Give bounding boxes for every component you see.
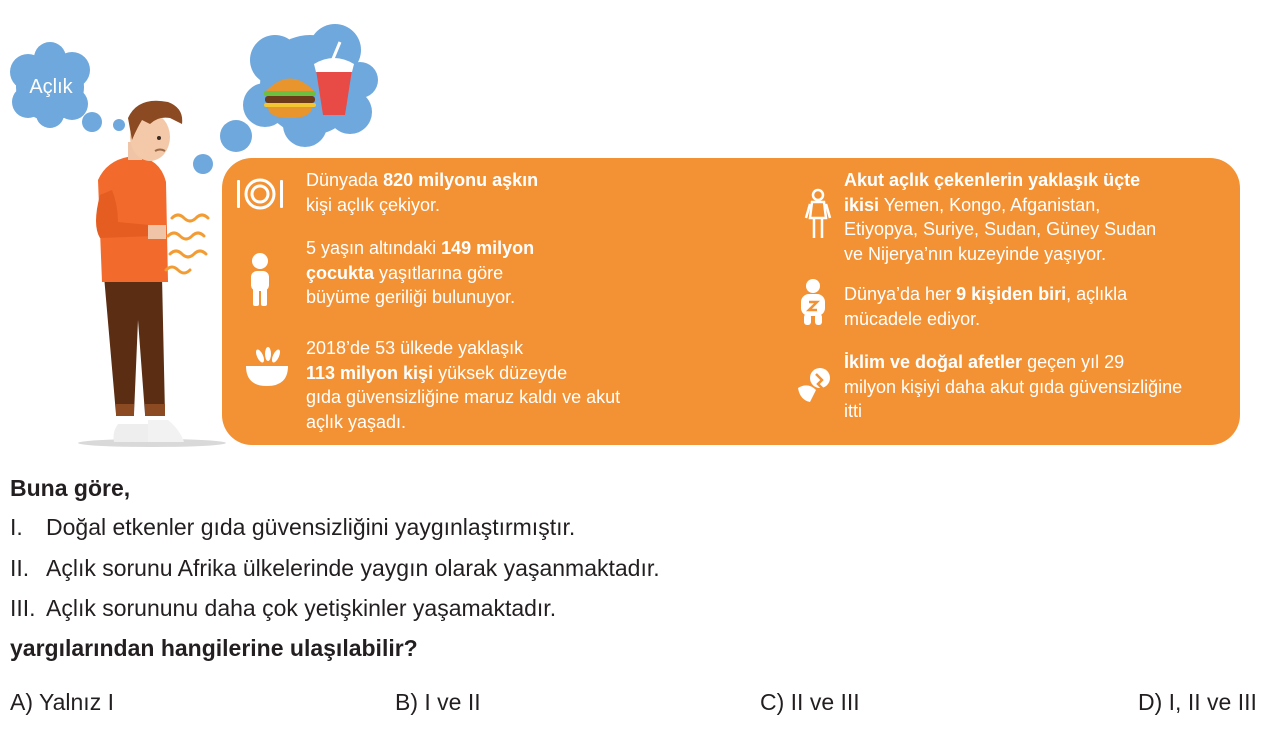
statement-text: Doğal etkenler gıda güvensizliğini yaygınlaştırmıştır. <box>46 514 576 540</box>
fact-right-3: İklim ve doğal afetler geçen yıl 29 milyon kişiyi daha akut gıda güvensizliğine itti <box>844 352 1183 421</box>
info-panel <box>222 158 1240 445</box>
option-letter: A) <box>10 689 33 715</box>
option-text: Yalnız I <box>38 689 114 715</box>
plate-cutlery-icon <box>234 176 286 212</box>
statement-3 <box>10 595 556 622</box>
fact-right-1: Akut açlık çekenlerin yaklaşık üçte ikisi Yemen, Kongo, Afganistan, Etiyopya, Suriye, Sudan, Güney Sudan ve Nijerya’nın kuzeyinde yaşıyor. <box>844 170 1157 264</box>
question-intro: Buna göre, <box>10 475 131 501</box>
statement-2 <box>10 555 660 582</box>
statement-text: Açlık sorununu daha çok yetişkinler yaşamaktadır. <box>46 595 557 621</box>
option-b[interactable] <box>395 689 481 716</box>
fact-highlight: Akut açlık çekenlerin yaklaşık üçte <box>844 170 1141 190</box>
fact-highlight: 820 milyonu aşkın <box>383 170 539 190</box>
child-icon <box>248 252 272 308</box>
fact-highlight: çocukta <box>306 262 375 283</box>
option-letter: B) <box>395 689 418 715</box>
statement-number: II. <box>10 555 30 581</box>
disaster-icon <box>794 366 834 406</box>
fact-right-2: Dünya’da her 9 kişiden biri, açlıkla mücadele ediyor. <box>844 284 1128 329</box>
fact-left-3: 2018’de 53 ülkede yaklaşık 113 milyon kişi yüksek düzeyde gıda güvensizliğine maruz kaldı ve akut açlık yaşadı. <box>306 338 621 432</box>
option-letter: C) <box>760 689 785 715</box>
thought-bubble-hunger <box>10 42 125 132</box>
thin-person-icon <box>804 188 832 240</box>
statement-text: Açlık sorunu Afrika ülkelerinde yaygın olarak yaşanmaktadır. <box>46 555 660 581</box>
option-text: I ve II <box>424 689 481 715</box>
fact-highlight: İklim ve doğal afetler <box>844 352 1023 372</box>
option-a[interactable] <box>10 689 114 716</box>
fact-left-1: Dünyada 820 milyonu aşkın kişi açlık çekiyor. <box>306 170 539 215</box>
statement-number: I. <box>10 514 23 540</box>
option-text: II ve III <box>790 689 860 715</box>
thought-bubble-food <box>193 24 378 174</box>
option-text: I, II ve III <box>1168 689 1257 715</box>
fact-highlight: 113 milyon kişi <box>306 362 434 383</box>
fact-highlight: ikisi <box>844 194 880 215</box>
stomach-growl-lines <box>166 215 208 273</box>
thought-bubble-text: Açlık <box>29 76 73 98</box>
hungry-child-icon <box>798 278 828 326</box>
question-prompt: yargılarından hangilerine ulaşılabilir? <box>10 635 418 661</box>
option-c[interactable] <box>760 689 860 716</box>
statement-1 <box>10 514 575 541</box>
statement-number: III. <box>10 595 36 621</box>
fact-highlight: 9 kişiden biri <box>956 284 1067 304</box>
option-d[interactable] <box>1138 689 1257 716</box>
grain-bowl-icon <box>244 346 290 388</box>
fact-left-2: 5 yaşın altındaki 149 milyon çocukta yaşıtlarına göre büyüme geriliği bulunuyor. <box>306 238 535 307</box>
option-letter: D) <box>1138 689 1163 715</box>
fact-highlight: 149 milyon <box>441 238 535 258</box>
hungry-man-figure <box>78 101 226 447</box>
